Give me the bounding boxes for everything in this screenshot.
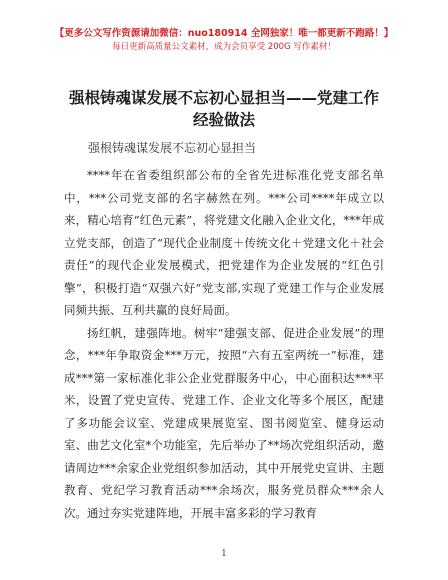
document-subtitle: 强根铸魂谋发展不忘初心显担当 (88, 141, 257, 155)
document-title-line-2: 经验做法 (192, 111, 255, 129)
document-body (64, 164, 384, 524)
document-title-line-1: 强根铸魂谋发展不忘初心显担当——党建工作 (68, 89, 379, 107)
promo-banner-line-1: 【更多公文写作资源请加微信：nuo180914 全网独家！唯一都更新不跑路！】 (54, 28, 394, 39)
promo-banner-line-2: 每日更新高质量公文素材，成为会员享受 200G 写作素材！ (112, 42, 336, 52)
body-paragraph-2: 扬红帆，建强阵地。树牢“建强支部、促进企业发展”的理念，***年争取资金***万元，按照“六有五室两统一”标准，建成***第一家标准化非公企业党群服务中心，中心面积达***平米，设置了党史宣传、党建工作、企业文化等多个展区，配建了多功能会议室、党建成果展览室、图书阅览室、健身运动室、曲艺文化室*个功能室，先后举办了**场次党组织活动，邀请周边***余家企业党组织参加活动，其中开展党史宣讲、主题教育、党纪学习教育活动***余场次，服务党员群众***余人次。通过夯实党建阵地，开展丰富多彩的学习教育 (64, 325, 384, 520)
page-number: 1 (221, 549, 227, 559)
body-paragraph-1: ****年在省委组织部公布的全省先进标准化党支部名单中，***公司党支部的名字赫然在列。***公司****年成立以来，精心培育“红色元素”，将党建文化融入企业文化，***年成立党支部，创造了“现代企业制度＋传统文化＋党建文化＋社会责任”的现代企业发展模式，把党建作为企业发展的“红色引擎”，积极打造“双强六好”党支部,实现了党建工作与企业发展同频共振、互利共赢的良好局面。 (64, 168, 384, 317)
